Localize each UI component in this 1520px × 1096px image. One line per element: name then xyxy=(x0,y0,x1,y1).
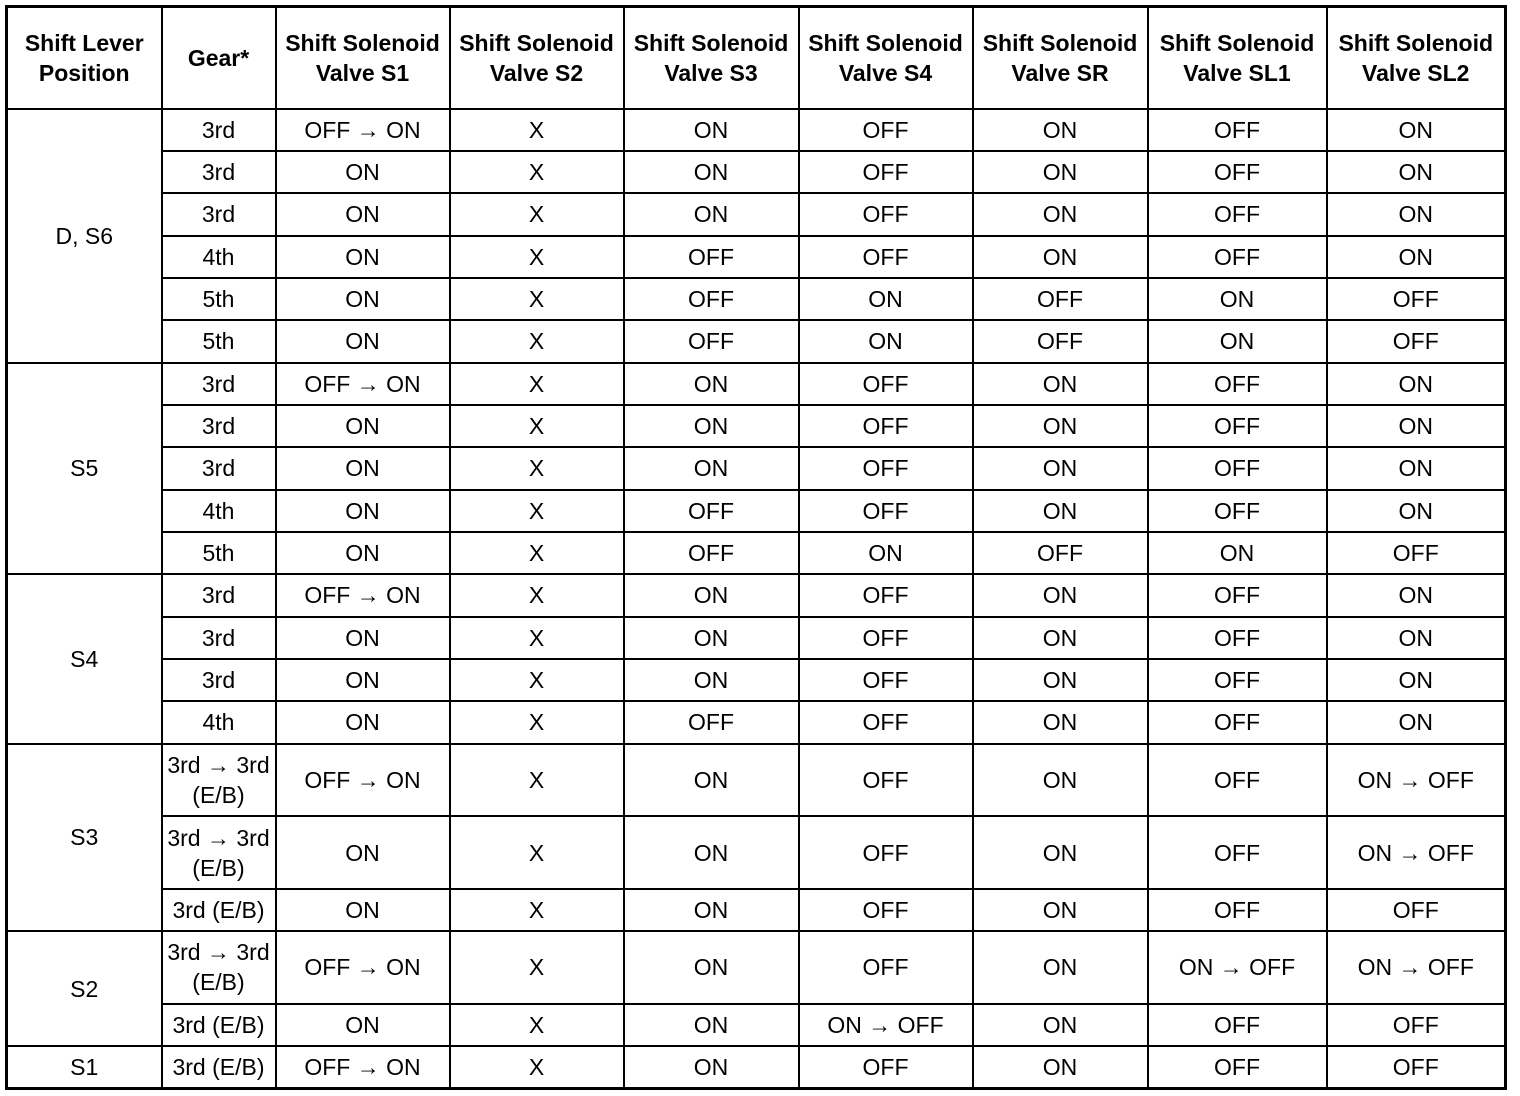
valve-s4-state-cell: OFF xyxy=(799,574,973,616)
valve-s1-state-cell: ON xyxy=(276,617,450,659)
valve-sr-state-cell: ON xyxy=(973,1046,1148,1088)
header-valve-sr: Shift Solenoid Valve SR xyxy=(973,7,1148,109)
valve-s4-state-cell: OFF xyxy=(799,363,973,405)
valve-sr-state-cell: ON xyxy=(973,490,1148,532)
valve-s1-state-cell: OFF → ON xyxy=(276,363,450,405)
valve-sl2-state-cell: ON → OFF xyxy=(1327,816,1506,889)
gear-cell: 3rd (E/B) xyxy=(162,1004,276,1046)
valve-sl2-state-cell: OFF xyxy=(1327,532,1506,574)
valve-s3-state-cell: OFF xyxy=(624,490,799,532)
valve-sr-state-cell: ON xyxy=(973,151,1148,193)
valve-sr-state-cell: ON xyxy=(973,617,1148,659)
valve-sl1-state-cell: OFF xyxy=(1148,816,1327,889)
valve-s2-state-cell: X xyxy=(450,109,624,151)
table-row xyxy=(7,659,1506,701)
gear-cell: 3rd xyxy=(162,659,276,701)
gear-cell: 3rd xyxy=(162,109,276,151)
gear-cell: 3rd (E/B) xyxy=(162,1046,276,1088)
valve-s4-state-cell: OFF xyxy=(799,889,973,931)
valve-s3-state-cell: ON xyxy=(624,109,799,151)
valve-sl1-state-cell: OFF xyxy=(1148,405,1327,447)
valve-sl2-state-cell: ON xyxy=(1327,447,1506,489)
table-row xyxy=(7,574,1506,616)
valve-s2-state-cell: X xyxy=(450,405,624,447)
table-row xyxy=(7,405,1506,447)
valve-sl2-state-cell: ON → OFF xyxy=(1327,744,1506,817)
valve-s4-state-cell: OFF xyxy=(799,816,973,889)
table-row xyxy=(7,490,1506,532)
valve-sl1-state-cell: OFF xyxy=(1148,701,1327,743)
valve-s2-state-cell: X xyxy=(450,744,624,817)
valve-sr-state-cell: ON xyxy=(973,889,1148,931)
valve-sr-state-cell: OFF xyxy=(973,532,1148,574)
gear-cell: 3rd → 3rd (E/B) xyxy=(162,931,276,1004)
valve-sl2-state-cell: ON xyxy=(1327,236,1506,278)
valve-s3-state-cell: ON xyxy=(624,1046,799,1088)
valve-sl2-state-cell: OFF xyxy=(1327,889,1506,931)
valve-s2-state-cell: X xyxy=(450,1046,624,1088)
valve-s3-state-cell: ON xyxy=(624,659,799,701)
valve-sl2-state-cell: ON xyxy=(1327,574,1506,616)
table-row xyxy=(7,1046,1506,1088)
gear-cell: 4th xyxy=(162,701,276,743)
gear-cell: 5th xyxy=(162,320,276,362)
valve-sr-state-cell: ON xyxy=(973,405,1148,447)
gear-cell: 3rd xyxy=(162,447,276,489)
valve-sl1-state-cell: ON xyxy=(1148,532,1327,574)
valve-sl2-state-cell: ON xyxy=(1327,151,1506,193)
valve-s3-state-cell: ON xyxy=(624,363,799,405)
valve-s4-state-cell: ON → OFF xyxy=(799,1004,973,1046)
valve-s1-state-cell: OFF → ON xyxy=(276,574,450,616)
valve-s2-state-cell: X xyxy=(450,447,624,489)
valve-sl1-state-cell: OFF xyxy=(1148,447,1327,489)
valve-s1-state-cell: ON xyxy=(276,490,450,532)
valve-sr-state-cell: ON xyxy=(973,931,1148,1004)
valve-sr-state-cell: OFF xyxy=(973,278,1148,320)
valve-s3-state-cell: ON xyxy=(624,816,799,889)
valve-sl1-state-cell: OFF xyxy=(1148,574,1327,616)
valve-s2-state-cell: X xyxy=(450,816,624,889)
valve-sl2-state-cell: ON xyxy=(1327,617,1506,659)
valve-sl2-state-cell: ON xyxy=(1327,405,1506,447)
valve-s4-state-cell: OFF xyxy=(799,701,973,743)
valve-s3-state-cell: ON xyxy=(624,744,799,817)
valve-s2-state-cell: X xyxy=(450,931,624,1004)
valve-sl2-state-cell: OFF xyxy=(1327,1046,1506,1088)
valve-s3-state-cell: OFF xyxy=(624,532,799,574)
gear-cell: 3rd xyxy=(162,193,276,235)
valve-s2-state-cell: X xyxy=(450,659,624,701)
table-row xyxy=(7,617,1506,659)
gear-cell: 3rd → 3rd (E/B) xyxy=(162,816,276,889)
valve-sr-state-cell: ON xyxy=(973,447,1148,489)
valve-s1-state-cell: ON xyxy=(276,405,450,447)
valve-s3-state-cell: ON xyxy=(624,193,799,235)
valve-sl2-state-cell: ON xyxy=(1327,109,1506,151)
valve-sl1-state-cell: OFF xyxy=(1148,109,1327,151)
valve-sl2-state-cell: OFF xyxy=(1327,278,1506,320)
shift-lever-position-cell: S3 xyxy=(7,744,162,932)
valve-s4-state-cell: ON xyxy=(799,320,973,362)
valve-sr-state-cell: ON xyxy=(973,701,1148,743)
valve-sl1-state-cell: OFF xyxy=(1148,1004,1327,1046)
valve-s3-state-cell: OFF xyxy=(624,278,799,320)
valve-s4-state-cell: OFF xyxy=(799,405,973,447)
valve-s2-state-cell: X xyxy=(450,151,624,193)
valve-s4-state-cell: OFF xyxy=(799,1046,973,1088)
valve-s3-state-cell: ON xyxy=(624,931,799,1004)
gear-cell: 4th xyxy=(162,236,276,278)
gear-cell: 3rd xyxy=(162,363,276,405)
valve-s1-state-cell: ON xyxy=(276,151,450,193)
table-row xyxy=(7,816,1506,889)
table-row xyxy=(7,701,1506,743)
valve-s4-state-cell: OFF xyxy=(799,617,973,659)
valve-sl1-state-cell: OFF xyxy=(1148,363,1327,405)
valve-sl1-state-cell: ON xyxy=(1148,320,1327,362)
header-valve-s4: Shift Solenoid Valve S4 xyxy=(799,7,973,109)
valve-s1-state-cell: ON xyxy=(276,236,450,278)
valve-s4-state-cell: OFF xyxy=(799,659,973,701)
header-valve-s1: Shift Solenoid Valve S1 xyxy=(276,7,450,109)
valve-sl1-state-cell: OFF xyxy=(1148,1046,1327,1088)
table-row xyxy=(7,151,1506,193)
table-row xyxy=(7,1004,1506,1046)
valve-s3-state-cell: ON xyxy=(624,617,799,659)
table-row xyxy=(7,931,1506,1004)
valve-sl2-state-cell: OFF xyxy=(1327,320,1506,362)
gear-cell: 5th xyxy=(162,278,276,320)
valve-s1-state-cell: ON xyxy=(276,193,450,235)
valve-s1-state-cell: OFF → ON xyxy=(276,744,450,817)
table-row xyxy=(7,109,1506,151)
table-row xyxy=(7,193,1506,235)
header-valve-s3: Shift Solenoid Valve S3 xyxy=(624,7,799,109)
table-row xyxy=(7,236,1506,278)
valve-sl1-state-cell: OFF xyxy=(1148,659,1327,701)
valve-sl2-state-cell: ON xyxy=(1327,363,1506,405)
valve-sr-state-cell: ON xyxy=(973,744,1148,817)
valve-s1-state-cell: ON xyxy=(276,278,450,320)
valve-s3-state-cell: ON xyxy=(624,151,799,193)
valve-sl2-state-cell: ON xyxy=(1327,659,1506,701)
solenoid-operation-table xyxy=(5,5,1507,1090)
valve-sr-state-cell: ON xyxy=(973,574,1148,616)
valve-sr-state-cell: ON xyxy=(973,193,1148,235)
valve-sl1-state-cell: OFF xyxy=(1148,744,1327,817)
gear-cell: 3rd xyxy=(162,574,276,616)
header-shift-lever-position: Shift Lever Position xyxy=(7,7,162,109)
table-row xyxy=(7,320,1506,362)
valve-s3-state-cell: OFF xyxy=(624,236,799,278)
shift-lever-position-cell: S4 xyxy=(7,574,162,743)
gear-cell: 3rd → 3rd (E/B) xyxy=(162,744,276,817)
valve-s4-state-cell: OFF xyxy=(799,151,973,193)
valve-s2-state-cell: X xyxy=(450,236,624,278)
table-row xyxy=(7,889,1506,931)
valve-s2-state-cell: X xyxy=(450,320,624,362)
valve-s2-state-cell: X xyxy=(450,617,624,659)
valve-sr-state-cell: ON xyxy=(973,236,1148,278)
valve-s4-state-cell: OFF xyxy=(799,744,973,817)
header-valve-sl2: Shift Solenoid Valve SL2 xyxy=(1327,7,1506,109)
table-body xyxy=(7,109,1506,1089)
valve-s3-state-cell: ON xyxy=(624,889,799,931)
table-row xyxy=(7,447,1506,489)
shift-lever-position-cell: S1 xyxy=(7,1046,162,1088)
valve-s4-state-cell: ON xyxy=(799,278,973,320)
valve-s2-state-cell: X xyxy=(450,532,624,574)
valve-sl1-state-cell: OFF xyxy=(1148,490,1327,532)
table-row xyxy=(7,363,1506,405)
valve-s1-state-cell: OFF → ON xyxy=(276,1046,450,1088)
valve-sr-state-cell: ON xyxy=(973,816,1148,889)
valve-sr-state-cell: ON xyxy=(973,109,1148,151)
valve-s3-state-cell: ON xyxy=(624,1004,799,1046)
valve-sl2-state-cell: ON xyxy=(1327,490,1506,532)
shift-lever-position-cell: S2 xyxy=(7,931,162,1046)
valve-s1-state-cell: ON xyxy=(276,447,450,489)
valve-s2-state-cell: X xyxy=(450,490,624,532)
valve-s2-state-cell: X xyxy=(450,278,624,320)
valve-s2-state-cell: X xyxy=(450,889,624,931)
gear-cell: 3rd xyxy=(162,617,276,659)
valve-sl1-state-cell: ON xyxy=(1148,278,1327,320)
valve-s2-state-cell: X xyxy=(450,1004,624,1046)
valve-s3-state-cell: ON xyxy=(624,574,799,616)
valve-s4-state-cell: OFF xyxy=(799,109,973,151)
valve-s4-state-cell: OFF xyxy=(799,490,973,532)
valve-s1-state-cell: ON xyxy=(276,701,450,743)
gear-cell: 5th xyxy=(162,532,276,574)
valve-sl2-state-cell: ON → OFF xyxy=(1327,931,1506,1004)
valve-s3-state-cell: OFF xyxy=(624,320,799,362)
valve-s1-state-cell: ON xyxy=(276,659,450,701)
valve-s2-state-cell: X xyxy=(450,193,624,235)
gear-cell: 3rd (E/B) xyxy=(162,889,276,931)
shift-lever-position-cell: S5 xyxy=(7,363,162,575)
table-row xyxy=(7,744,1506,817)
valve-s3-state-cell: ON xyxy=(624,405,799,447)
valve-sr-state-cell: ON xyxy=(973,1004,1148,1046)
header-gear: Gear* xyxy=(162,7,276,109)
gear-cell: 3rd xyxy=(162,151,276,193)
valve-sl1-state-cell: OFF xyxy=(1148,889,1327,931)
valve-sl1-state-cell: OFF xyxy=(1148,617,1327,659)
valve-s3-state-cell: OFF xyxy=(624,701,799,743)
valve-s4-state-cell: OFF xyxy=(799,193,973,235)
valve-sl1-state-cell: OFF xyxy=(1148,193,1327,235)
valve-sr-state-cell: OFF xyxy=(973,320,1148,362)
valve-sl2-state-cell: OFF xyxy=(1327,1004,1506,1046)
header-row xyxy=(7,7,1506,109)
table-row xyxy=(7,278,1506,320)
valve-sl1-state-cell: OFF xyxy=(1148,236,1327,278)
valve-s1-state-cell: ON xyxy=(276,1004,450,1046)
valve-s1-state-cell: ON xyxy=(276,532,450,574)
valve-sl1-state-cell: OFF xyxy=(1148,151,1327,193)
valve-sl2-state-cell: ON xyxy=(1327,701,1506,743)
valve-s4-state-cell: ON xyxy=(799,532,973,574)
valve-s2-state-cell: X xyxy=(450,701,624,743)
valve-s1-state-cell: OFF → ON xyxy=(276,109,450,151)
valve-s3-state-cell: ON xyxy=(624,447,799,489)
valve-s1-state-cell: ON xyxy=(276,320,450,362)
header-valve-s2: Shift Solenoid Valve S2 xyxy=(450,7,624,109)
table-row xyxy=(7,532,1506,574)
header-valve-sl1: Shift Solenoid Valve SL1 xyxy=(1148,7,1327,109)
valve-s4-state-cell: OFF xyxy=(799,931,973,1004)
valve-s1-state-cell: ON xyxy=(276,889,450,931)
gear-cell: 3rd xyxy=(162,405,276,447)
valve-s4-state-cell: OFF xyxy=(799,236,973,278)
valve-s1-state-cell: ON xyxy=(276,816,450,889)
gear-cell: 4th xyxy=(162,490,276,532)
shift-lever-position-cell: D, S6 xyxy=(7,109,162,363)
valve-sl2-state-cell: ON xyxy=(1327,193,1506,235)
valve-sr-state-cell: ON xyxy=(973,363,1148,405)
valve-sl1-state-cell: ON → OFF xyxy=(1148,931,1327,1004)
valve-s1-state-cell: OFF → ON xyxy=(276,931,450,1004)
valve-s2-state-cell: X xyxy=(450,363,624,405)
valve-s4-state-cell: OFF xyxy=(799,447,973,489)
valve-s2-state-cell: X xyxy=(450,574,624,616)
valve-sr-state-cell: ON xyxy=(973,659,1148,701)
